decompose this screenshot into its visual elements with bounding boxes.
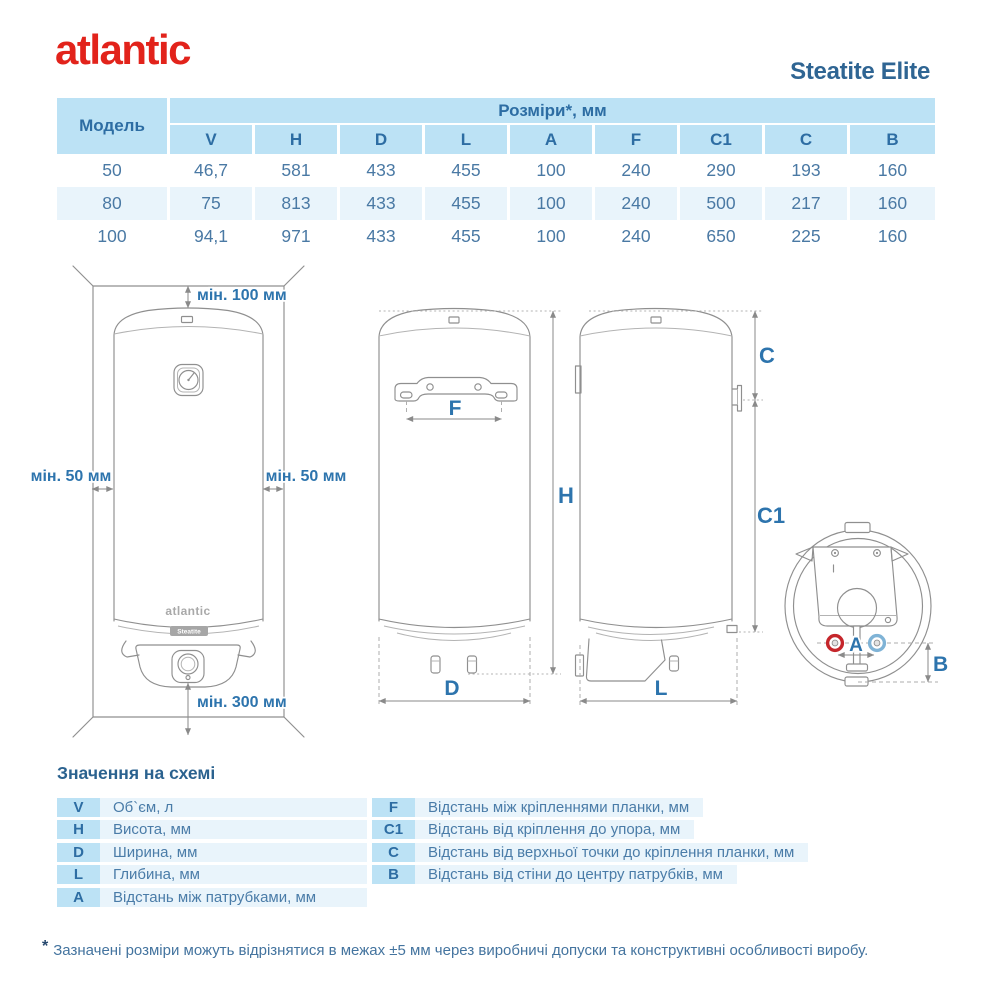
cell: 240 (595, 220, 680, 253)
legend-row (372, 843, 808, 862)
legend-text: Відстань від стіни до центру патрубків, мм (415, 865, 737, 884)
cell: 455 (425, 154, 510, 187)
pipes-rear (431, 656, 477, 673)
table-row (57, 154, 935, 187)
legend-row (372, 798, 808, 817)
thermostat-dial-icon (174, 365, 203, 396)
clearance-top-label: мін. 100 мм (197, 287, 287, 304)
cell: 433 (340, 187, 425, 220)
legend-text: Відстань від кріплення до упора, мм (415, 820, 694, 839)
col-header-d: D (340, 125, 425, 154)
cell: 46,7 (170, 154, 255, 187)
dim-label-c1: C1 (757, 503, 786, 528)
legend-key: C1 (372, 820, 415, 839)
drain-plug-icon (172, 651, 204, 683)
cell: 75 (170, 187, 255, 220)
legend-row (57, 843, 367, 862)
atlantic-logo: atlantic (55, 26, 191, 73)
legend-key: B (372, 865, 415, 884)
cell: 240 (595, 154, 680, 187)
footnote-text: Зазначені розміри можуть відрізнятися в межах ±5 мм через виробничі допуски та конструктивні особливості виробу. (53, 942, 869, 959)
dim-label-b: B (933, 653, 949, 676)
legend-row (57, 865, 367, 884)
cell: 500 (680, 187, 765, 220)
cell: 193 (765, 154, 850, 187)
cell: 100 (510, 220, 595, 253)
svg-text:Steatite: Steatite (177, 628, 201, 636)
col-header-b: B (850, 125, 935, 154)
footnote (42, 938, 977, 959)
cold-water-pipe-icon (870, 636, 885, 651)
cell: 160 (877, 160, 908, 180)
legend-text: Відстань від верхньої точки до кріплення планки, мм (415, 843, 808, 862)
cell: 433 (340, 220, 425, 253)
clearance-left-label: мін. 50 мм (30, 468, 112, 485)
legend-text: Відстань між патрубками, мм (100, 888, 367, 907)
bottom-view (785, 523, 948, 687)
legend-key: C (372, 843, 415, 862)
legend-right-column (372, 798, 808, 888)
cell: 100 (510, 154, 595, 187)
cell: 225 (765, 220, 850, 253)
cell: 160 (877, 193, 908, 213)
model-cell: 80 (57, 187, 170, 220)
legend-row (57, 888, 367, 907)
dim-label-d: D (444, 677, 460, 700)
legend-key: A (57, 888, 100, 907)
dimensions-table-wrap (57, 98, 935, 253)
legend-left-column (57, 798, 367, 910)
footnote-asterisk: * (42, 938, 49, 955)
cell: 455 (425, 220, 510, 253)
legend-key: D (57, 843, 100, 862)
col-header-v: V (170, 125, 255, 154)
clearance-right-label: мін. 50 мм (265, 468, 347, 485)
col-header-a: A (510, 125, 595, 154)
legend-row (372, 865, 808, 884)
cell: 971 (255, 220, 340, 253)
clearance-bottom-label: мін. 300 мм (197, 694, 287, 711)
cell: 433 (340, 154, 425, 187)
model-header: Модель (57, 98, 170, 154)
col-header-f: F (595, 125, 680, 154)
cell: 581 (255, 154, 340, 187)
cell: 240 (595, 187, 680, 220)
col-header-h: H (255, 125, 340, 154)
legend-key: F (372, 798, 415, 817)
dimensions-table (57, 98, 935, 253)
legend-title: Значення на схемі (57, 763, 216, 783)
legend-text: Висота, мм (100, 820, 367, 839)
cell: 160 (877, 226, 908, 246)
col-header-l: L (425, 125, 510, 154)
model-cell: 50 (57, 154, 170, 187)
dim-label-a: A (849, 635, 863, 656)
dims-header: Розміри*, мм (170, 98, 935, 125)
model-cell: 100 (57, 220, 170, 253)
table-row (57, 187, 935, 220)
legend-text: Об`єм, л (100, 798, 367, 817)
dim-label-l: L (654, 677, 668, 700)
cell: 650 (680, 220, 765, 253)
legend-text: Відстань між кріпленнями планки, мм (415, 798, 703, 817)
legend-key: L (57, 865, 100, 884)
col-header-c1: C1 (680, 125, 765, 154)
installation-clearance-view (31, 266, 347, 737)
legend-row (57, 820, 367, 839)
product-name: Steatite Elite (790, 58, 930, 85)
legend-row (372, 820, 808, 839)
legend-key: V (57, 798, 100, 817)
col-header-c: C (765, 125, 850, 154)
device-logo: atlantic (165, 604, 211, 618)
legend-text: Глибина, мм (100, 865, 367, 884)
dim-label-c: C (759, 343, 775, 368)
steatite-badge (170, 626, 208, 636)
rear-view (379, 309, 574, 708)
legend-text: Ширина, мм (100, 843, 367, 862)
cell: 290 (680, 154, 765, 187)
legend-row (57, 798, 367, 817)
cell: 100 (510, 187, 595, 220)
dim-label-f: F (448, 397, 462, 420)
hot-water-pipe-icon (828, 636, 843, 651)
cell: 455 (425, 187, 510, 220)
side-view (576, 309, 786, 708)
cell: 217 (765, 187, 850, 220)
technical-drawings (0, 260, 1000, 760)
cell: 94,1 (170, 220, 255, 253)
dim-label-h: H (558, 483, 574, 508)
cell: 813 (255, 187, 340, 220)
legend-key: H (57, 820, 100, 839)
table-row (57, 220, 935, 253)
